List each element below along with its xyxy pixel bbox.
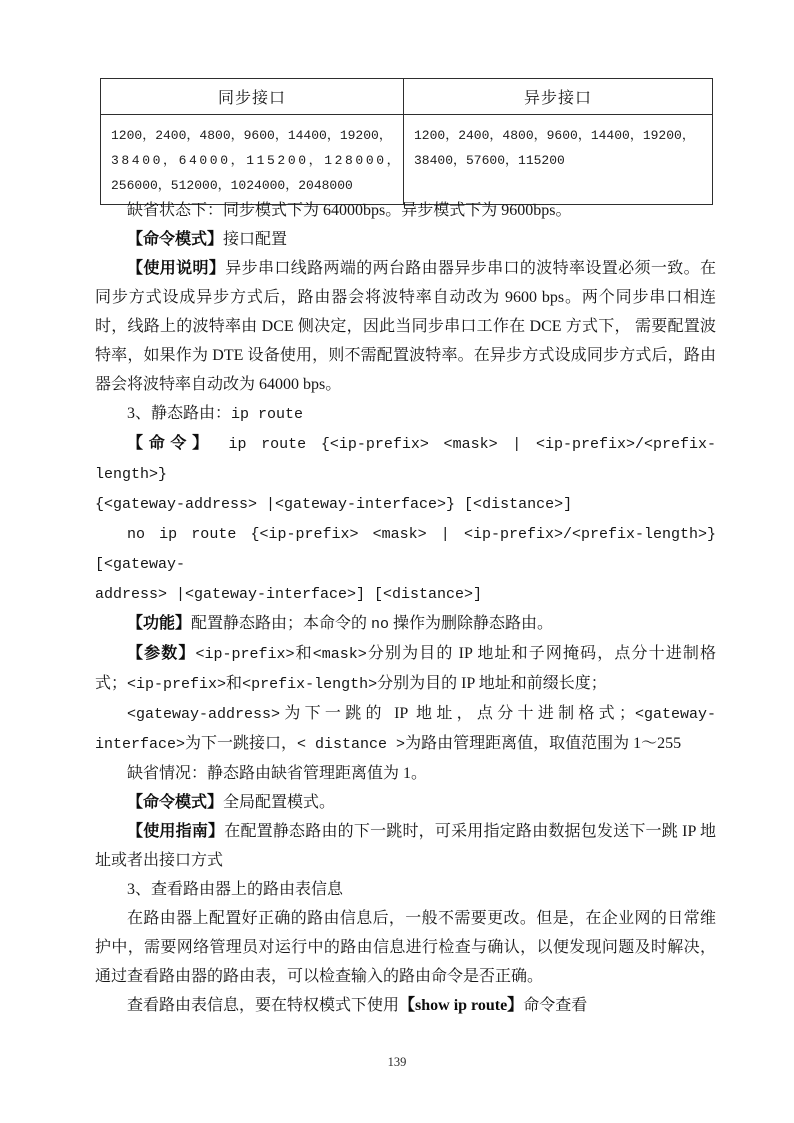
section-label: 【命令模式】 [127,231,224,248]
paragraph-command-syntax-cont [95,489,716,519]
command-text: <ip-prefix> [195,646,295,663]
paragraph-show-ip-route [95,991,716,1020]
page-number: 139 [387,1055,407,1069]
paragraph-route-maintenance [95,904,716,991]
text-run: 配置静态路由；本命令的 [191,615,372,632]
command-text: ip route [231,406,304,423]
table-row [101,115,713,205]
paragraph-usage-guide [95,817,716,875]
command-text: no ip route {<ip-prefix> <mask> | <ip-prefix>/<prefix-length>} [<gateway- [95,526,716,573]
command-text: {<gateway-address> |<gateway-interface>} [<distance>] [95,496,573,513]
paragraph-function [95,609,716,639]
table-header-sync-interface: 同步接口 [101,79,404,115]
content-area [95,196,716,1020]
command-label: 【show ip route】 [399,997,524,1014]
text-run: 查看路由表信息，要在特权模式下使用 [127,997,400,1014]
section-label: 【参数】 [127,645,196,662]
paragraph-no-command-syntax [95,519,716,579]
paragraph-command-mode [95,225,716,254]
text-run: 为下一跳接口， [185,735,298,752]
text-run: 在路由器上配置好正确的路由信息后，一般不需要更改。但是，在企业网的日常维护中，需要网络管理员对运行中的路由信息进行检查与确认，以便发现问题及时解决，通过查看路由器的路由表，可以检查输入的路由命令是否正确。 [95,910,716,985]
command-text: <mask> [312,646,367,663]
paragraph-default-state [95,196,716,225]
text-run: 在配置静态路由的下一跳时，可采用指定路由数据包发送下一跳 IP 地址或者出接口方式 [95,823,716,869]
command-text: <gateway-interface> [95,706,716,753]
rate-line: 1200，2400，4800，9600，14400，19200， [414,128,695,143]
paragraph-no-command-syntax-cont [95,579,716,609]
command-text: address> |<gateway-interface>] [<distance>] [95,586,483,603]
text-run: 分别为目的 IP 地址和前缀长度； [377,675,607,692]
section-label: 【命令】 [127,435,214,452]
paragraph-gateway-params [95,699,716,759]
text-run: 和 [294,645,313,662]
command-text: ip route {<ip-prefix> <mask> | <ip-prefix>/<prefix-length>} [95,436,716,483]
table-cell-async-rates [404,115,713,205]
command-text: no [371,616,390,633]
section-label: 【功能】 [127,615,192,632]
table-header-row [101,79,713,115]
baud-rate-table [100,78,713,205]
section-label: 【使用说明】 [127,260,226,277]
paragraph-command-syntax [95,429,716,489]
command-text: <ip-prefix> [127,676,227,693]
paragraph-parameters [95,639,716,699]
rate-line: 38400，57600，115200 [414,153,565,168]
text-run: 为路由管理距离值，取值范围为 1～255 [405,735,682,752]
table-header-async-interface: 异步接口 [404,79,713,115]
text-run: 命令查看 [523,997,588,1014]
paragraph-static-route-heading [95,399,716,429]
text-run: 异步串口线路两端的两台路由器异步串口的波特率设置必须一致。在同步方式设成异步方式后，路由器会将波特率自动改为 9600 bps。两个同步串口相连时，线路上的波特率由 DCE 侧决定，因此当同步串口工作在 DCE 方式下， 需要配置波特率，如果作为 DTE 设备使用，则不需配置波特率。在异步方式设成同步方式后，路由器会将波特率自动改为 64000 bps。 [95,260,716,393]
rate-line: 1200，2400，4800，9600，14400，19200， [111,128,392,143]
rate-line: 256000，512000，1024000，2048000 [111,178,353,193]
text-run: 为下一跳的 IP 地址，点分十进制格式； [280,705,635,722]
rate-line: 38400，64000，115200，128000， [111,153,403,168]
paragraph-usage-notes [95,254,716,399]
paragraph-view-route-heading [95,875,716,904]
table-cell-sync-rates [101,115,404,205]
command-text: < distance > [297,736,406,753]
text-run: 和 [226,675,243,692]
text-run: 分别为目的 IP 地址和子网掩码，点分十进制格式； [95,645,716,692]
command-text: <gateway-address> [127,706,281,723]
paragraph-default-distance [95,759,716,788]
text-run: 3、静态路由： [127,405,232,422]
text-run: 全局配置模式。 [223,794,336,811]
text-run: 操作为删除静态路由。 [389,615,554,632]
text-run: 3、查看路由器上的路由表信息 [127,881,344,898]
text-run: 接口配置 [223,231,288,248]
paragraph-command-mode-global [95,788,716,817]
section-label: 【使用指南】 [127,823,225,840]
section-label: 【命令模式】 [127,794,224,811]
text-run: 缺省情况：静态路由缺省管理距离值为 1。 [127,765,428,782]
text-run: 缺省状态下：同步模式下为 64000bps。异步模式下为 9600bps。 [127,202,572,219]
command-text: <prefix-length> [242,676,378,693]
